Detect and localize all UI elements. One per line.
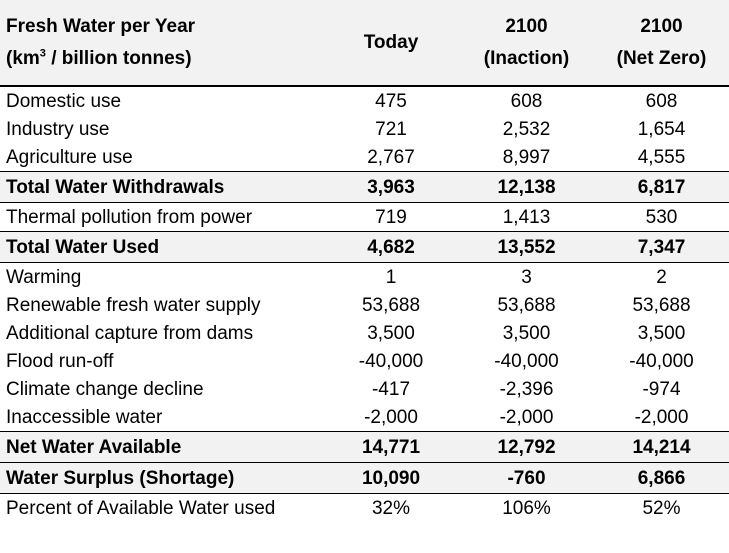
row-label: Agriculture use	[6, 146, 133, 168]
cell-netzero: 4,555	[637, 146, 686, 168]
table-row	[0, 319, 729, 347]
table-row	[0, 203, 729, 232]
row-label: Domestic use	[6, 90, 122, 112]
cell-inaction: 53,688	[497, 294, 556, 316]
cell-today: 14,771	[323, 432, 459, 463]
cell-inaction: 2,532	[502, 118, 551, 140]
header-netzero: 2100 (Net Zero)	[594, 0, 729, 86]
cell-netzero: 53,688	[632, 294, 691, 316]
header-row	[0, 0, 729, 86]
total-row	[0, 432, 729, 463]
table-row	[0, 115, 729, 143]
cell-netzero: 14,214	[594, 432, 729, 463]
table-row	[0, 86, 729, 115]
total-row	[0, 172, 729, 203]
cell-netzero: 530	[645, 206, 678, 228]
cell-inaction: 13,552	[459, 232, 594, 263]
cell-netzero: 1,654	[637, 118, 686, 140]
cell-netzero: 608	[645, 90, 678, 112]
row-label: Water Surplus (Shortage)	[0, 463, 323, 494]
cell-today: -2,000	[364, 406, 418, 428]
cell-today: 10,090	[323, 463, 459, 494]
cell-inaction: -40,000	[494, 350, 559, 372]
cell-netzero: -40,000	[629, 350, 694, 372]
cell-inaction: 106%	[502, 497, 551, 519]
cell-inaction: 8,997	[502, 146, 551, 168]
header-inaction: 2100 (Inaction)	[459, 0, 594, 86]
cell-today: 475	[375, 90, 407, 112]
cell-netzero: -974	[642, 378, 681, 400]
cell-today: 2,767	[367, 146, 415, 168]
cell-inaction: 3	[521, 266, 532, 288]
total-row	[0, 232, 729, 263]
cell-today: -417	[371, 378, 411, 400]
row-label: Industry use	[6, 118, 110, 140]
cell-today: 1	[385, 266, 397, 288]
cell-netzero: 6,817	[594, 172, 729, 203]
cell-inaction: -2,396	[499, 378, 554, 400]
table-row	[0, 291, 729, 319]
table-row	[0, 143, 729, 172]
cell-netzero: 7,347	[594, 232, 729, 263]
row-label: Percent of Available Water used	[6, 497, 276, 519]
cell-today: 53,688	[361, 294, 421, 316]
cell-inaction: 3,500	[502, 322, 551, 344]
cell-inaction: 12,792	[459, 432, 594, 463]
table-row	[0, 347, 729, 375]
cell-inaction: 1,413	[502, 206, 551, 228]
cell-today: 719	[375, 206, 407, 228]
cell-netzero: 6,866	[594, 463, 729, 494]
cell-today: 721	[375, 118, 407, 140]
cell-today: 4,682	[323, 232, 459, 263]
cell-netzero: 3,500	[637, 322, 686, 344]
row-label: Total Water Used	[0, 232, 323, 263]
cell-netzero: -2,000	[634, 406, 689, 428]
row-label: Net Water Available	[0, 432, 323, 463]
table-row	[0, 403, 729, 432]
header-title-line1: Fresh Water per Year	[6, 15, 196, 37]
cell-netzero: 2	[656, 266, 667, 288]
row-label: Renewable fresh water supply	[6, 294, 261, 316]
row-label: Warming	[6, 266, 82, 288]
cell-today: 3,500	[367, 322, 415, 344]
row-label: Additional capture from dams	[6, 322, 254, 344]
row-label: Climate change decline	[6, 378, 204, 400]
cell-inaction: -760	[459, 463, 594, 494]
total-row	[0, 463, 729, 494]
cell-today: 3,963	[323, 172, 459, 203]
row-label: Total Water Withdrawals	[0, 172, 323, 203]
header-title-line2: ($km^3$ / billion tonnes)	[6, 47, 192, 69]
header-title	[0, 0, 323, 86]
cell-today: 32%	[371, 497, 411, 519]
cell-inaction: -2,000	[499, 406, 554, 428]
table-row	[0, 263, 729, 292]
table-row	[0, 375, 729, 403]
row-label: Thermal pollution from power	[6, 206, 253, 228]
header-today: Today	[323, 0, 459, 86]
row-label: Inaccessible water	[6, 406, 163, 428]
cell-inaction: 608	[510, 90, 543, 112]
cell-today: -40,000	[358, 350, 424, 372]
row-label: Flood run-off	[6, 350, 114, 372]
table-row	[0, 494, 729, 523]
cell-netzero: 52%	[642, 497, 681, 519]
cell-inaction: 12,138	[459, 172, 594, 203]
